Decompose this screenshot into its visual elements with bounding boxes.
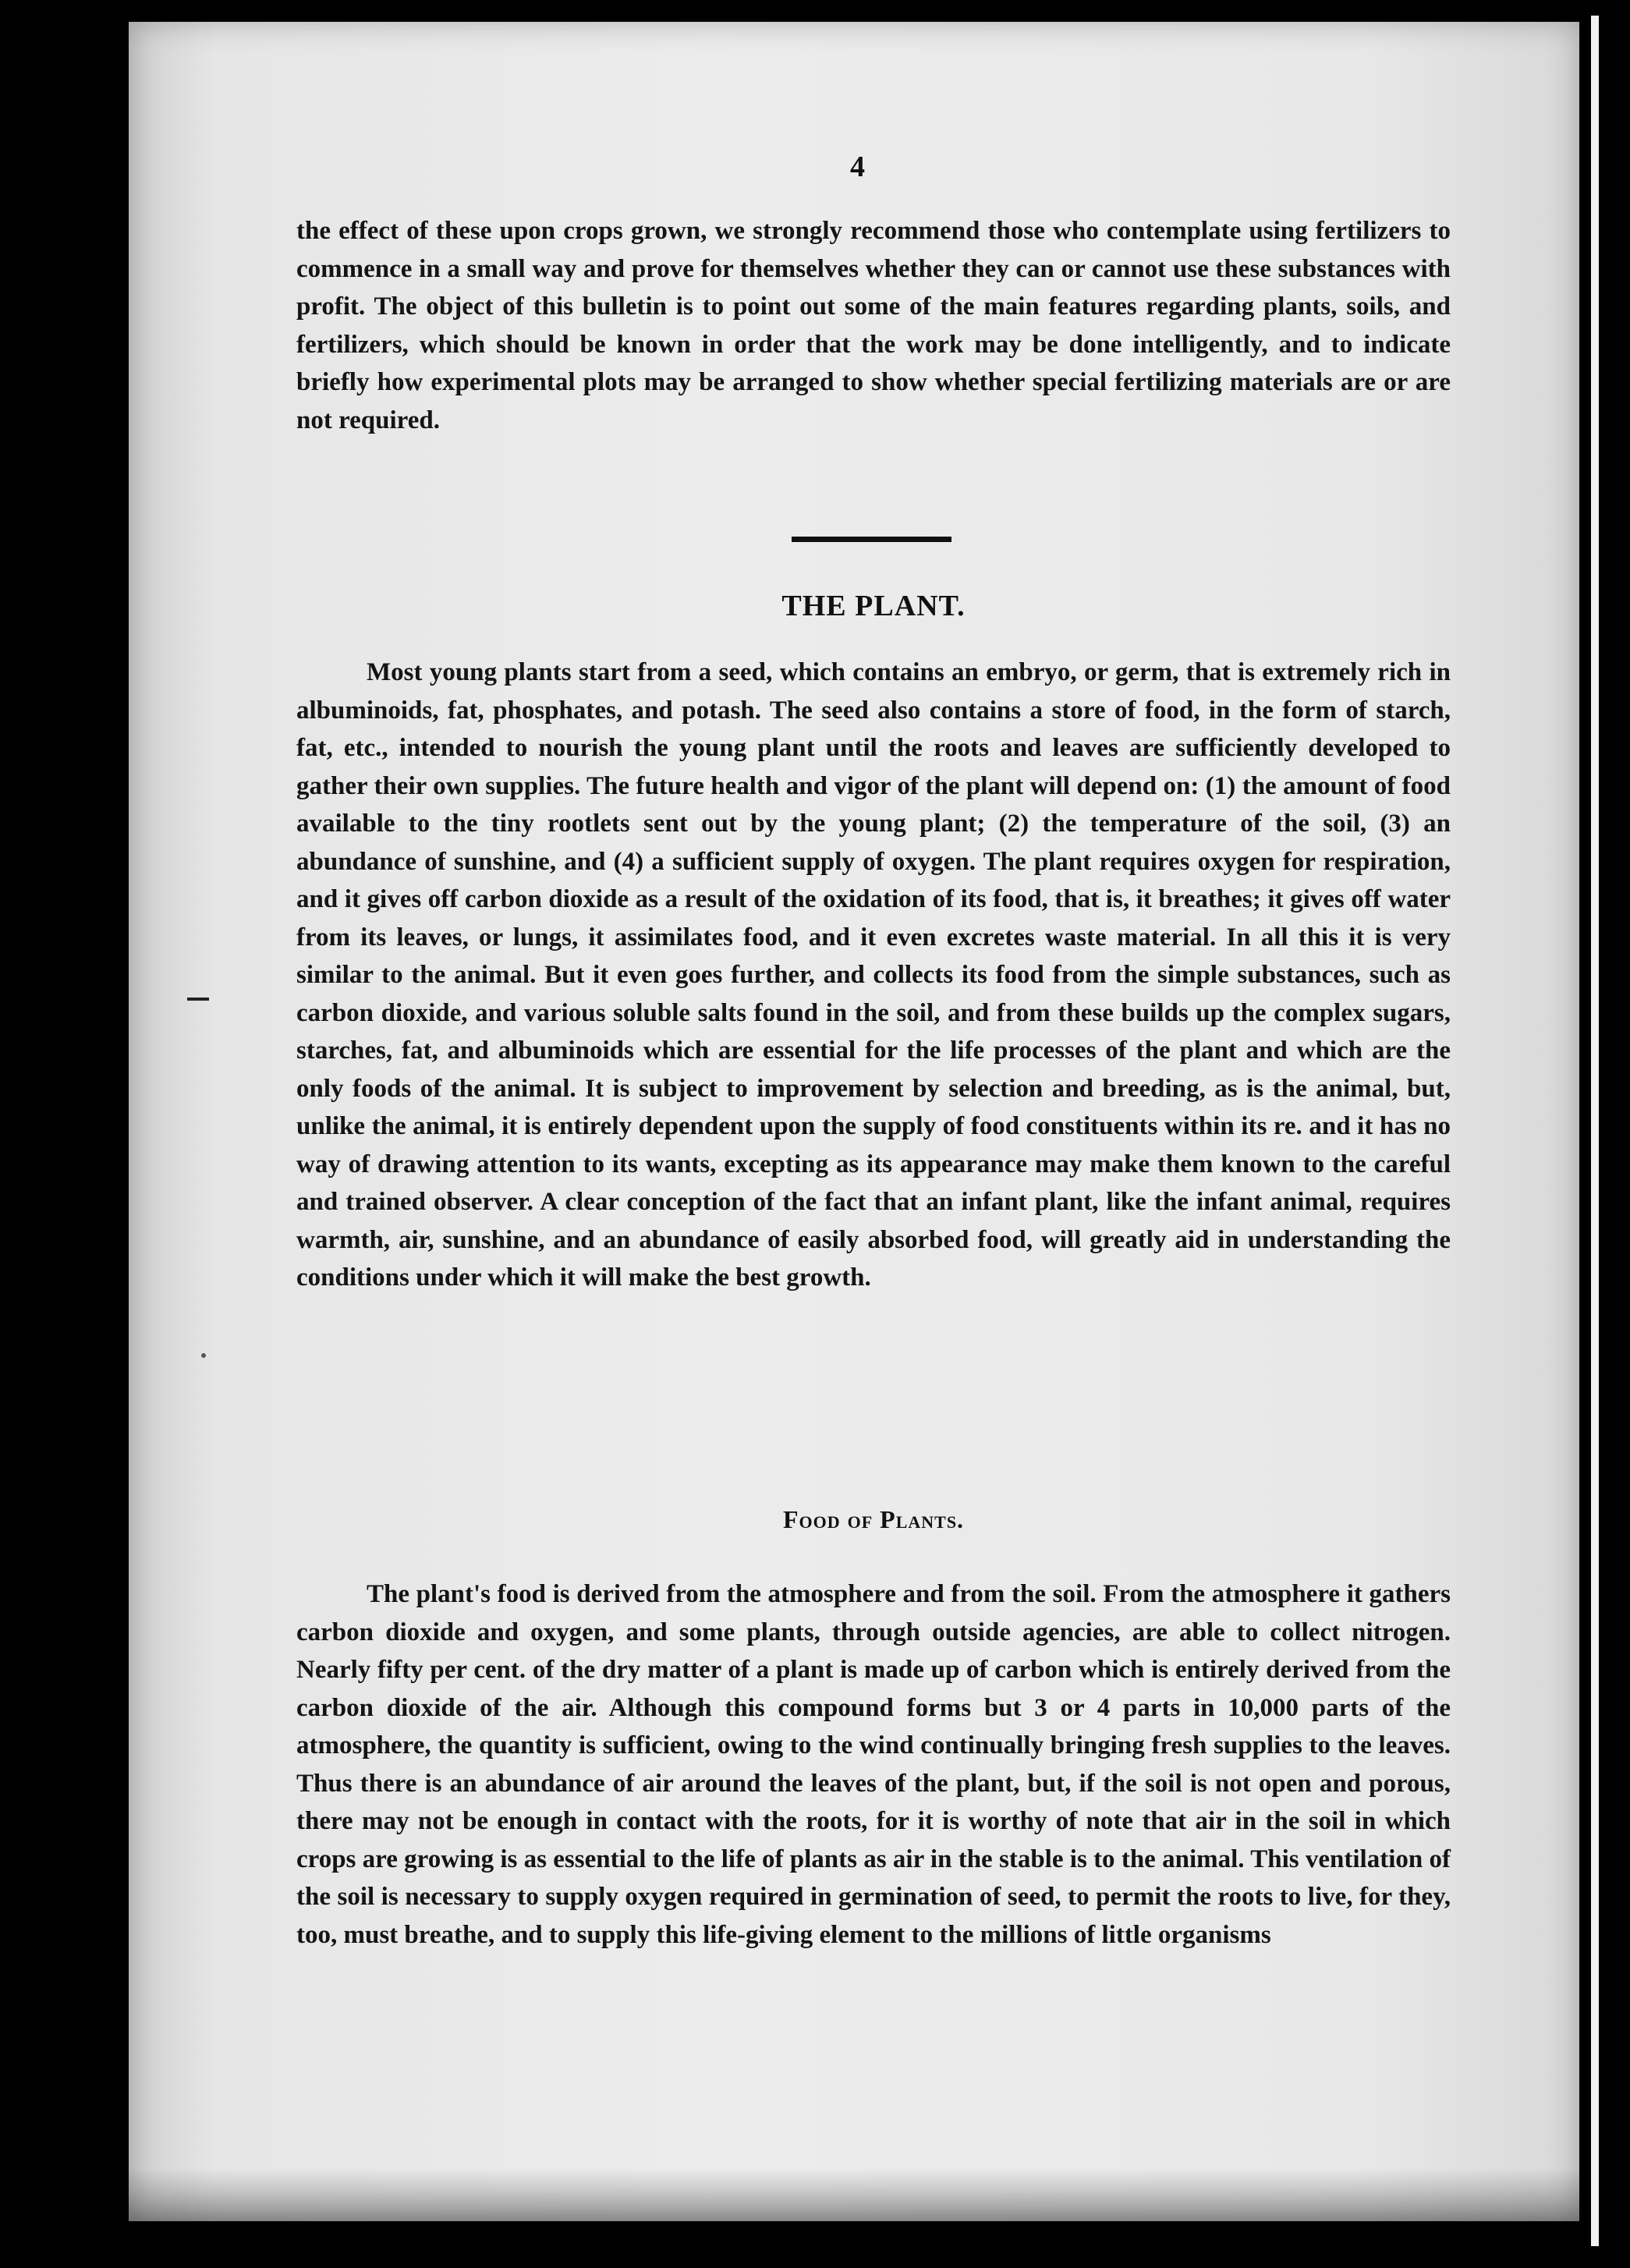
margin-mark <box>187 998 209 1001</box>
section-divider <box>792 537 951 542</box>
food-of-plants-paragraph: The plant's food is derived from the atmosphere and from the soil. From the atmosphere it gathers carbon dioxide and oxygen, and some plants, through outside agencies, are able to collect nitrogen. Nearly fifty per cent. of the dry matter of a plant is made up of carbon which is entirely derived from the carbon dioxide of the air. Although this compound forms but 3 or 4 parts in 10,000 parts of the atmosphere, the quantity is sufficient, owing to the wind continually bringing fresh supplies to the leaves. Thus there is an abundance of air around the leaves of the plant, but, if the soil is not open and porous, there may not be enough in contact with the roots, for it is worthy of note that air in the soil in which crops are growing is as essential to the life of plants as air in the stable is to the animal. This ventilation of the soil is necessary to supply oxygen required in germination of seed, to permit the roots to live, for they, too, must breathe, and to supply this life-giving element to the millions of little organisms <box>296 1580 1451 1949</box>
page-number: 4 <box>850 151 865 183</box>
the-plant-paragraph: Most young plants start from a seed, which contains an embryo, or germ, that is extremely rich in albuminoids, fat, phosphates, and potash. The seed also contains a store of food, in the form of starch, fat, etc., intended to nourish the young plant until the roots and leaves are sufficiently developed to gather their own supplies. The future health and vigor of the plant will depend on: (1) the amount of food available to the tiny rootlets sent out by the young plant; (2) the temperature of the soil, (3) an abundance of sunshine, and (4) a sufficient supply of oxygen. The plant requires oxygen for respiration, and it gives off carbon dioxide as a result of the oxidation of its food, that is, it breathes; it gives off water from its leaves, or lungs, it assimilates food, and it even excretes waste material. In all this it is very similar to the animal. But it even goes further, and collects its food from the simple substances, such as carbon dioxide, and various soluble salts found in the soil, and from these builds up the complex sugars, starches, fat, and albuminoids which are essential for the life processes of the plant and which are the only foods of the animal. It is subject to improvement by selection and breeding, as is the animal, but, unlike the animal, it is entirely dependent upon the supply of food constituents within its re. and it has no way of drawing attention to its wants, excepting as its appearance may make them known to the careful and trained observer. A clear conception of the fact that an infant plant, like the infant animal, requires warmth, air, sunshine, and an abundance of easily absorbed food, will greatly aid in understanding the conditions under which it will make the best growth. <box>296 658 1451 1292</box>
intro-paragraph: the effect of these upon crops grown, we strongly recommend those who contemplate using fertilizers to commence in a small way and prove for themselves whether they can or cannot use these substances with profit. The object of this bulletin is to point out some of the main features regarding plants, soils, and fertilizers, which should be known in order that the work may be done intelligently, and to indicate briefly how experimental plots may be arranged to show whether special fertilizing materials are or are not required. <box>296 217 1451 434</box>
section-heading-the-plant: THE PLANT. <box>781 590 966 622</box>
section-heading-food-of-plants: Food of Plants. <box>782 1505 965 1533</box>
margin-speck <box>201 1353 206 1358</box>
page-edge <box>1591 16 1599 2246</box>
page-bottom-shadow <box>129 2168 1579 2223</box>
